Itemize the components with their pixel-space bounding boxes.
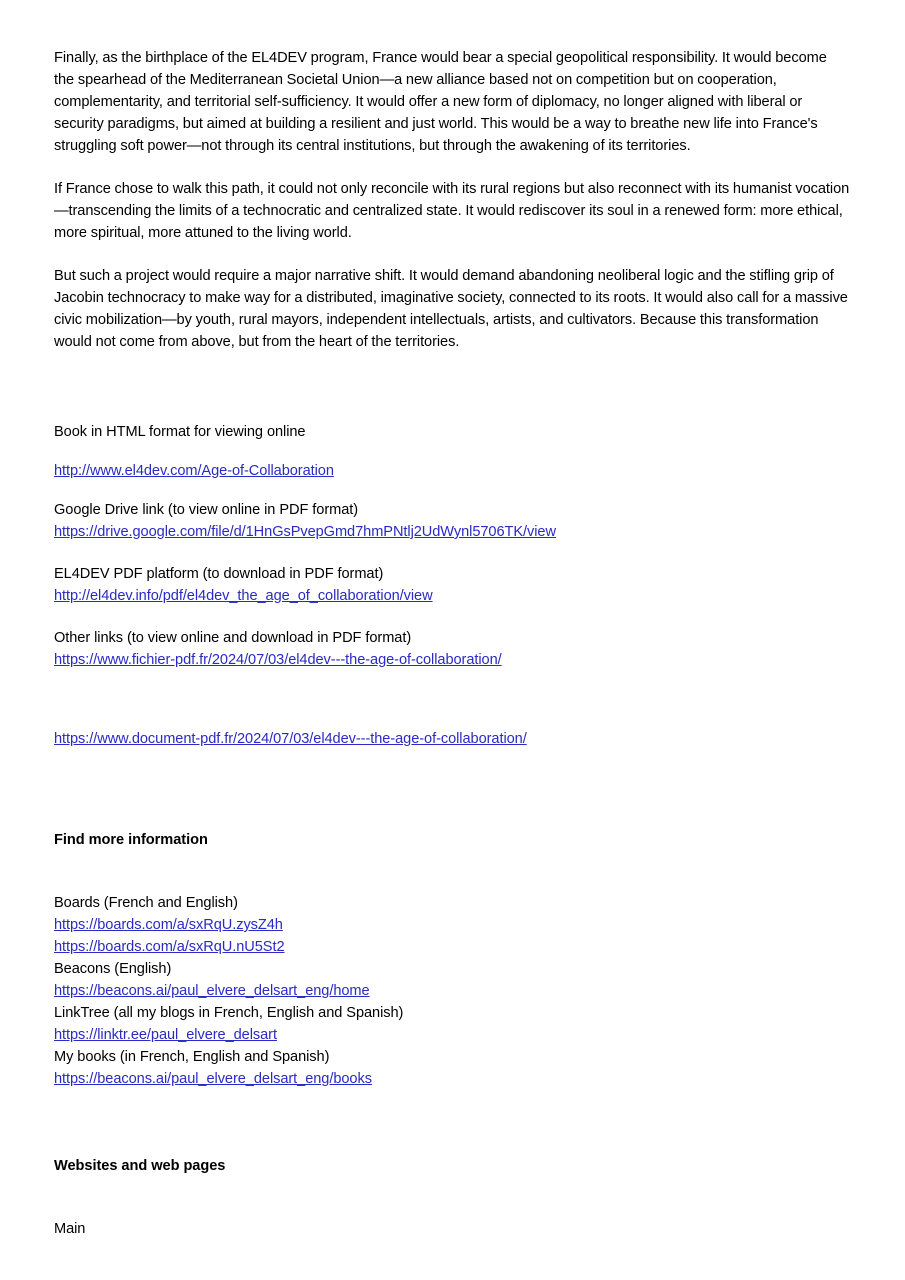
- spacer-before-find-more: [54, 750, 850, 829]
- beacons-link-row: [54, 980, 850, 1002]
- beacons-books-link[interactable]: https://beacons.ai/paul_elvere_delsart_eng/books: [54, 1071, 372, 1087]
- beacons-home-link[interactable]: https://beacons.ai/paul_elvere_delsart_eng/home: [54, 983, 370, 999]
- spacer-websites-heading-main: [54, 1177, 850, 1218]
- find-more-information-heading: Find more information: [54, 832, 208, 848]
- websites-and-web-pages-heading: Websites and web pages: [54, 1158, 226, 1174]
- linktree-link-row: [54, 1024, 850, 1046]
- el4dev-pdf-platform-link[interactable]: http://el4dev.info/pdf/el4dev_the_age_of_collaboration/view: [54, 588, 433, 604]
- boards-label: Boards (French and English): [54, 895, 238, 911]
- spacer-before-book-links: [54, 374, 850, 421]
- boards-link-zysz4h[interactable]: https://boards.com/a/sxRqU.zysZ4h: [54, 917, 283, 933]
- google-drive-label: Google Drive link (to view online in PDF format): [54, 502, 359, 518]
- spacer-el4dev-other: [54, 607, 850, 627]
- spacer-before-document-pdf: [54, 671, 850, 728]
- paragraph-humanist-vocation: If France chose to walk this path, it could not only reconcile with its rural regions but also reconnect with its humanist vocation—transcending the limits of a technocratic and centralized state. It would rediscover its soul in a renewed form: more ethical, more spiritual, more attuned to the living world.: [54, 181, 850, 241]
- google-drive-link-row: [54, 521, 850, 543]
- other-links-label: Other links (to view online and download in PDF format): [54, 630, 412, 646]
- fichier-pdf-link[interactable]: https://www.fichier-pdf.fr/2024/07/03/el4dev---the-age-of-collaboration/: [54, 652, 502, 668]
- my-books-link-row: [54, 1068, 850, 1090]
- linktree-link[interactable]: https://linktr.ee/paul_elvere_delsart: [54, 1027, 277, 1043]
- websites-main-subheading: Main: [54, 1221, 86, 1237]
- spacer-html-label-url: [54, 443, 850, 460]
- book-html-format-label: Book in HTML format for viewing online: [54, 424, 306, 440]
- el4dev-pdf-platform-label: EL4DEV PDF platform (to download in PDF format): [54, 566, 384, 582]
- paragraph-narrative-shift: But such a project would require a major narrative shift. It would demand abandoning neoliberal logic and the stifling grip of Jacobin technocracy to make way for a distributed, imaginative society, connected to its roots. It would also call for a massive civic mobilization—by youth, rural mayors, independent intellectuals, artists, and cultivators. Because this transformation would not come from above, but from the heart of the territories.: [54, 268, 848, 350]
- boards-link-row-2: [54, 936, 850, 958]
- boards-link-nu5st2[interactable]: https://boards.com/a/sxRqU.nU5St2: [54, 939, 285, 955]
- spacer-before-websites: [54, 1090, 850, 1155]
- my-books-label: My books (in French, English and Spanish): [54, 1049, 330, 1065]
- document-pdf-link-row: [54, 728, 850, 750]
- spacer-find-more-heading-list: [54, 851, 850, 892]
- google-drive-link[interactable]: https://drive.google.com/file/d/1HnGsPvepGmd7hmPNtlj2UdWynl5706TK/view: [54, 524, 556, 540]
- book-html-format-link[interactable]: http://www.el4dev.com/Age-of-Collaboration: [54, 463, 334, 479]
- beacons-label: Beacons (English): [54, 961, 172, 977]
- spacer-drive-el4dev: [54, 543, 850, 563]
- spacer-html-url-drive: [54, 482, 850, 499]
- document-content: [54, 47, 850, 1240]
- boards-link-row-1: [54, 914, 850, 936]
- document-pdf-link[interactable]: https://www.document-pdf.fr/2024/07/03/el4dev---the-age-of-collaboration/: [54, 731, 527, 747]
- fichier-pdf-link-row: [54, 649, 850, 671]
- paragraph-france-birthplace: Finally, as the birthplace of the EL4DEV program, France would bear a special geopolitical responsibility. It would become the spearhead of the Mediterranean Societal Union—a new alliance based not on competition but on cooperation, complementarity, and territorial self-sufficiency. It would offer a new form of diplomacy, no longer aligned with liberal or security paradigms, but aimed at building a resilient and just world. This would be a way to breathe new life into France's struggling soft power—not through its central institutions, but through the awakening of its territories.: [54, 50, 827, 154]
- el4dev-pdf-platform-link-row: [54, 585, 850, 607]
- linktree-label: LinkTree (all my blogs in French, English and Spanish): [54, 1005, 404, 1021]
- book-html-format-link-row: [54, 460, 850, 482]
